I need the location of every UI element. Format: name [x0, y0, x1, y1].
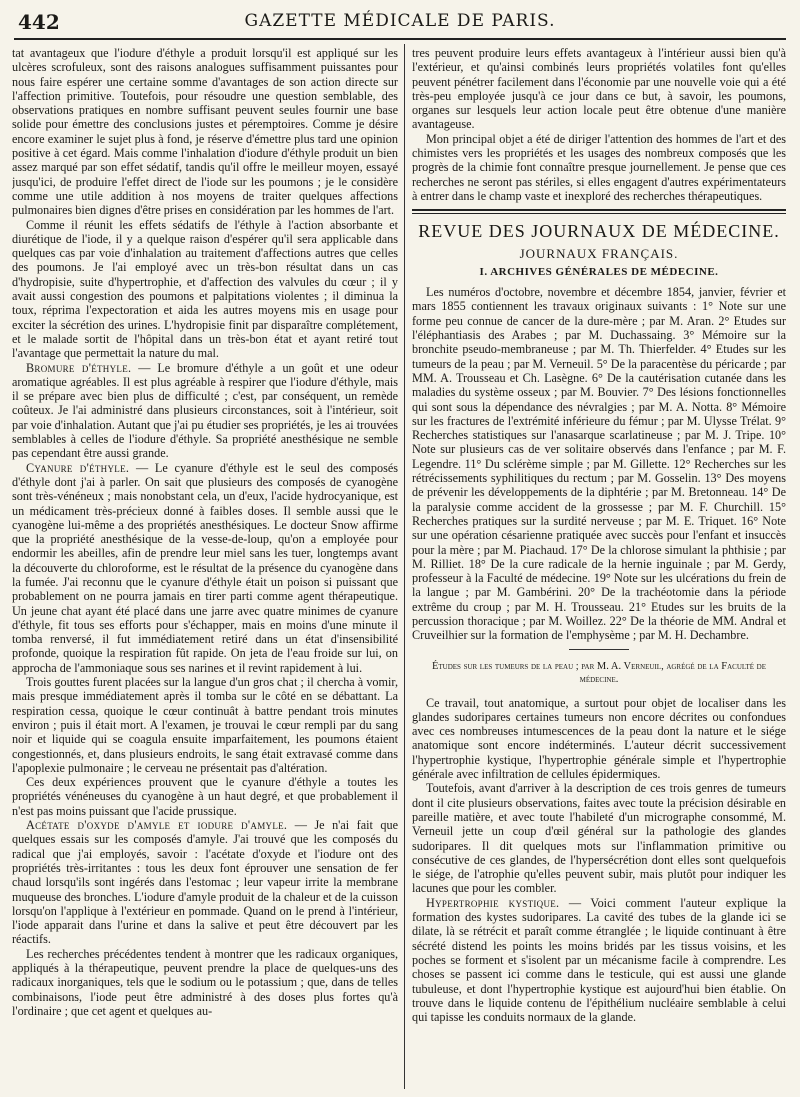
paragraph-bromure: Bromure d'éthyle. — Le bromure d'éthyle a un goût et une odeur aromatique agréables. Il est plus agréable à respirer que l'iodure d'éthyle, mais il se prépare avec bien plus de difficulté ; c'est, par conséquent, un remède coûteux. Je l'ai administré dans plusieurs circonstances, soit à l'intérieur, soit par voie d'inhalation. Autant que j'ai pu étudier ses propriétés, je les ai trouvées semblables à celles de l'iodure d'éthyle. Sa propriété anesthésique ne semble pas cependant être aussi grande. [12, 360, 398, 461]
page-header [14, 8, 786, 40]
paragraph: Trois gouttes furent placées sur la langue d'un gros chat ; il chercha à vomir, mais presque immédiatement après il tomba sur le côté en se débattant. La respiration cessa, quoique le cœur continuât à battre pendant trois minutes environ ; puis il était mort. A l'examen, je trouvai le cœur rempli par du sang noir et liquide qui se coagula ensuite imparfaitement, les poumons étaient congestionnés, et, dans plusieurs endroits, le sang était extravasé comme dans l'apoplexie pulmonaire ; le cerveau ne présentait pas d'altération. [12, 675, 398, 775]
paragraph: Comme il réunit les effets sédatifs de l'éthyle à l'action absorbante et diurétique de l'iode, il y a quelque raison d'espérer qu'il sera applicable dans quelques cas par voie d'inhalation au traitement d'affections autres que celles des poumons. Je l'ai employé avec un très-bon résultat dans un cas d'hydropisie, suite d'hypertrophie, et d'affection des valvules du cœur ; il y avait aussi congestion des poumons et palpitations violentes ; il diminua la toux, réprima l'expectoration et aida les autres moyens mis en usage pour exciter la sécrétion des urines. L'hydropisie finit par disparaître complétement, et le malade sortit de l'hôpital dans un très-bon état et ayant retiré tout l'avantage que permettait la nature du mal. [12, 217, 398, 361]
right-column [412, 46, 786, 1086]
divider [569, 649, 629, 650]
section-heading: Hypertrophie kystique. [426, 895, 560, 910]
page-number: 442 [18, 10, 60, 34]
section-title: REVUE DES JOURNAUX DE MÉDECINE. [418, 221, 780, 242]
paragraph: tat avantageux que l'iodure d'éthyle a produit lorsqu'il est appliqué sur les ulcères scrofuleux, sont des raisons analogues suffisamment puissantes pour nous faire espérer une certaine somme d'avantages de son action directe sur l'affection primitive. Toutefois, pour résoudre une question semblable, des observations pratiques en nombre suffisant peuvent seules fournir une base solide pour émettre des conclusions justes et péremptoires. Comme je désire encore examiner le sujet plus à fond, je réserve d'émettre plus tard une opinion positive à cet égard. Mais comme l'inhalation d'iodure d'éthyle produit un bien assez marqué par son effet sédatif, tandis qu'il offre le meilleur moyen, essayé jusqu'ici, de produire l'effet direct de l'iode sur les poumons ; je le considère comme une utile addition à nos moyens de traiter quelques affections pulmonaires bien dignes d'être prises en considération par les hommes de l'art. [12, 46, 398, 218]
paragraph-hypertrophie: Hypertrophie kystique. — Voici comment l'auteur explique la formation des kystes sudoripares. La cavité des tubes de la glande ici se dilate, là se rétrécit et paraît comme étranglée ; le liquide continuant à être sécrété distend les points les moins bridés par les tissus voisins, et les poches se forment et s'isolent par un mécanisme facile à comprendre. Les choses se passent ici comme dans le testicule, qui est aussi une glande tubuleuse, et dont l'hypertrophie kystique est aujourd'hui bien établie. On trouve dans le liquide contenu de l'épithélium nucléaire semblable à celui qui tapisse les conduits normaux de la glande. [412, 895, 786, 1025]
section-divider [412, 209, 786, 214]
paragraph: Mon principal objet a été de diriger l'attention des hommes de l'art et des chimistes vers les propriétés et les usages des nombreux composés que les progrès de la chimie font connaître presque journellement. Je pense que ces recherches ne seront pas stériles, si elles engagent d'autres expérimentateurs à entrer dans le champ vaste et inexploré des recherches thérapeutiques. [412, 131, 786, 203]
column-divider [404, 44, 405, 1089]
subsection-heading: I. ARCHIVES GÉNÉRALES DE MÉDECINE. [479, 265, 719, 278]
section-heading: Cyanure d'éthyle. [26, 460, 130, 475]
section-heading: Bromure d'éthyle. [26, 360, 132, 375]
paragraph: tres peuvent produire leurs effets avantageux à l'intérieur aussi bien qu'à l'extérieur, et qu'ainsi combinés leurs propriétés volatiles font qu'elles peuvent pénétrer facilement dans l'économie par une nouvelle voie qui a été très-peu employée jusqu'à ce jour dans ce but, à savoir, les poumons, organes sur lesquels leur action locale peut être obtenue d'une manière avantageuse. [412, 46, 786, 132]
article-title: Études sur les tumeurs de la peau ; par M. A. Verneuil, agrégé de la Faculté de médecine. [431, 660, 767, 685]
journal-title: GAZETTE MÉDICALE DE PARIS. [244, 11, 556, 31]
subsection-title: JOURNAUX FRANÇAIS. [519, 245, 679, 261]
paragraph-cyanure: Cyanure d'éthyle. — Le cyanure d'éthyle est le seul des composés d'éthyle dont j'ai à parler. On sait que plusieurs des composés de cyanogène sont très-vénéneux ; mais nonobstant cela, un d'eux, l'acide hydrocyanique, est un médicament très-précieux donné à faibles doses. Il semble aussi que le cyanogène lui-même a des propriétés anesthésiques. Le docteur Snow affirme que la propriété anesthésique de la vesse-de-loup, qu'on a employée pour endormir les abeilles, afin de prendre leur miel sans les tuer, longtemps avant la découverte du chloroforme, est le résultat de la présence du cyanogène dans la fumée. J'ai reconnu que le cyanure d'éthyle était un poison si puissant que probablement on ne pourra jamais en tirer parti comme agent thérapeutique. Un jeune chat ayant été placé dans une jarre avec quatre minimes de cyanure d'éthyle, fit tous ses efforts pour s'échapper, mais en moins d'une minute il tomba renversé, il fut immédiatement retiré dans un état d'insensibilité profonde, quoique la respiration fût rapide. On jeta de l'eau froide sur lui, on approcha de l'ammoniaque sous ses narines et il revint rapidement à lui. [12, 460, 398, 675]
section-heading: Acétate d'oxyde d'amyle et iodure d'amyle. [26, 818, 288, 833]
left-column [12, 46, 398, 1086]
paragraph: Les recherches précédentes tendent à montrer que les radicaux organiques, appliqués à la thérapeutique, peuvent prendre la place de quelques-uns des radicaux inorganiques, tels que le sodium ou le potassium ; que, dans de telles combinaisons, l'iode peut être administré à des doses plus fortes qu'à l'ordinaire ; que cet agent et quelques au- [12, 946, 398, 1018]
paragraph: Ce travail, tout anatomique, a surtout pour objet de localiser dans les glandes sudoripares certaines tumeurs non encore décrites ou confondues avec ces nombreuses intumescences de la peau dont la nature et le siége anatomique sont encore indéterminés. L'auteur décrit successivement l'hypertrophie kystique, l'hypertrophie générale simple et l'hypertrophie générale avec infiltration de cellules épidermiques. [412, 695, 786, 782]
paragraph: Les numéros d'octobre, novembre et décembre 1854, janvier, février et mars 1855 contiennent les travaux originaux suivants : 1° Note sur une forme peu connue de cancer de la dure-mère ; par M. Aran. 2° Etudes sur l'éléphantiasis des Arabes ; par M. Duchassaing. 3° Mémoire sur la bronchite pseudo-membraneuse ; par M. Th. Thierfelder. 4° Etudes sur les tumeurs de la peau ; par M. Verneuil. 5° De la paracentèse du péricarde ; par MM. A. Trousseau et Ch. Lasègne. 6° De la cautérisation cutanée dans les maladies du système osseux ; par M. Bouvier. 7° Des lésions fonctionnelles qui sont sous la dépendance des névralgies ; par M. A. Notta. 8° Mémoire sur les fractures de l'extrémité inférieure du fémur ; par M. Ulysse Trélat. 9° Recherches statistiques sur l'anasarque scarlatineuse ; par M. J. Tripe. 10° Note sur plusieurs cas de ver solitaire observés dans l'enfance ; par M. F. Legendre. 11° Du sclérème simple ; par M. Gillette. 12° Recherches sur les rétrécissements syphilitiques du rectum ; par M. Gosselin. 13° Des moyens de prévenir les développements de la diphtérie ; par M. Bretonneau. 14° De la paralysie comme accident de la grossesse ; par M. F. Churchill. 15° Recherches pratiques sur la surdité nerveuse ; par M. E. Triquet. 16° Note sur une opération césarienne pratiquée avec succès pour l'enfant et insuccès pour la mère ; par M. Piachaud. 17° De la chlorose simulant la phthisie ; par M. Rilliet. 18° De la cure radicale de la hernie inguinale ; par M. Gerdy, professeur à la Faculté de médecine. 19° Note sur les ulcérations du frein de la langue ; par M. Gambérini. 20° De la trachéotomie dans la période extrême du croup ; par M. H. Trousseau. 21° Etudes sur les bruits de la percussion thoracique ; par M. Woillez. 22° De la théorie de MM. Andral et Cruveilhier sur la formation de l'emphysème ; par M. H. Dechambre. [412, 285, 786, 643]
paragraph: Ces deux expériences prouvent que le cyanure d'éthyle a toutes les propriétés vénéneuses du cyanogène à un haut degré, et que probablement il n'est pas moins puissant que l'acide prussique. [12, 775, 398, 818]
paragraph-amyle: Acétate d'oxyde d'amyle et iodure d'amyle. — Je n'ai fait que quelques essais sur les composés d'amyle. J'ai trouvé que les composés du radical que j'ai employés, savoir : l'acétate d'oxyde et l'iodure ont des propriétés très-irritantes : tous les deux font éprouver une sensation de fer chaud lorsqu'ils sont ingérés dans l'estomac ; leur vapeur irrite la membrane muqueuse des bronches. L'iodure d'amyle produit de la chaleur et de la cuisson lorsqu'on l'applique à l'extérieur en pommade. Quand on le prend à l'intérieur, l'iode apparait dans l'urine et dans la salive et peut être découvert par les réactifs. [12, 818, 398, 947]
paragraph: Toutefois, avant d'arriver à la description de ces trois genres de tumeurs dont il cite plusieurs observations, faites avec toute la précision désirable en pareille matière, et avec toute l'habileté d'un micrographe consommé, M. Verneuil jette un coup d'œil général sur la pathologie des glandes sudoripares. Il dit quelques mots sur l'inflammation primitive ou consécutive de ces glandes, de l'hypersécrétion dont elles sont quelquefois le siége, de l'atrophie qu'elles peuvent subir, mais plutôt pour indiquer les lacunes que pour les combler. [412, 781, 786, 896]
